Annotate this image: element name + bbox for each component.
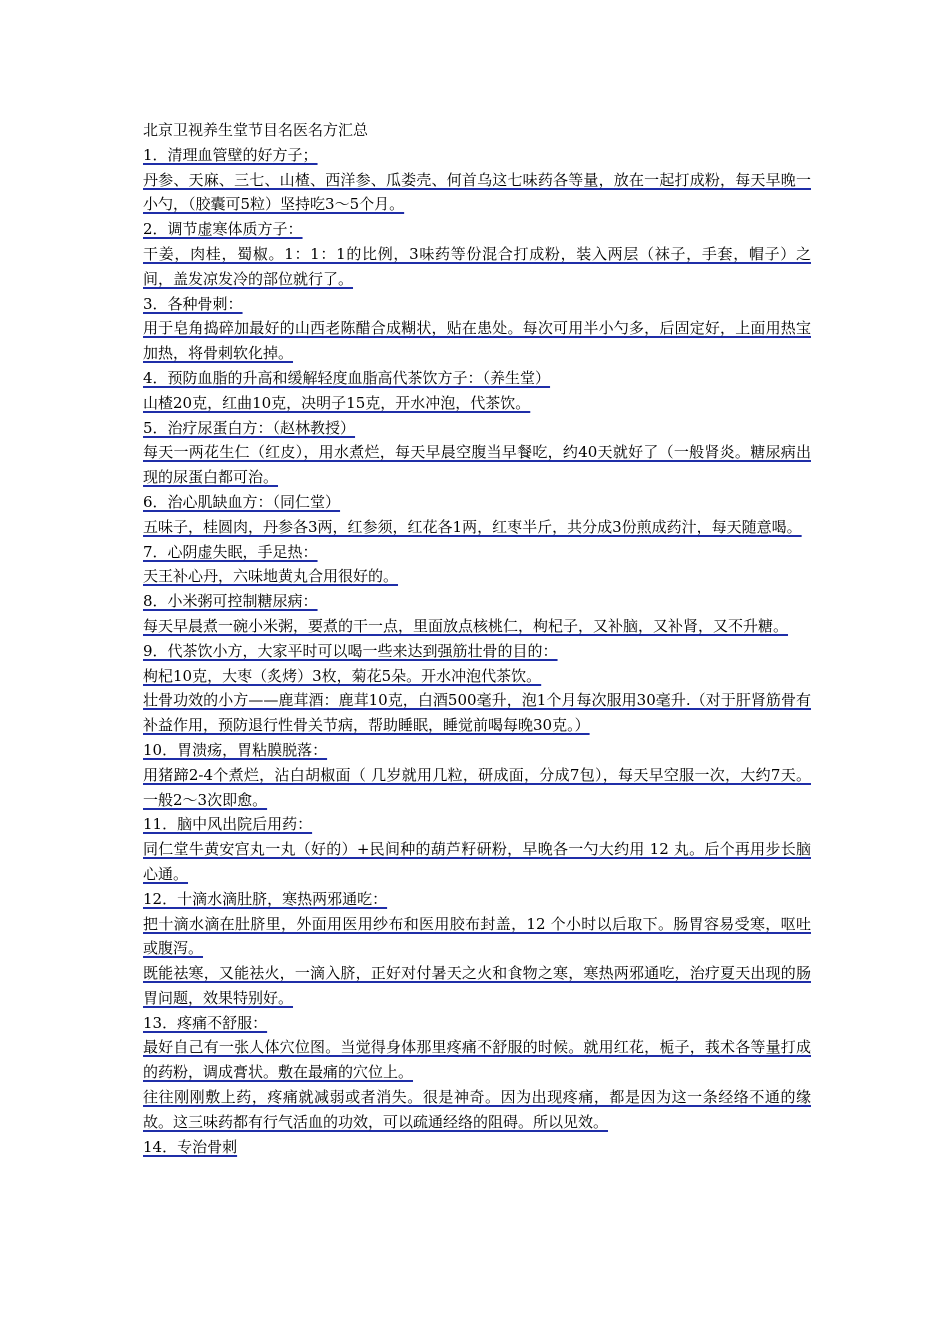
remedy-heading-5 xyxy=(143,416,811,441)
line-text: 4．预防血脂的升高和缓解轻度血脂高代茶饮方子：（养生堂） xyxy=(143,368,551,387)
remedy-body-5 xyxy=(143,440,811,490)
remedy-heading-9 xyxy=(143,639,811,664)
document-page xyxy=(143,118,811,1159)
remedy-heading-10 xyxy=(143,738,811,763)
remedy-heading-4 xyxy=(143,366,811,391)
document-title: 北京卫视养生堂节目名医名方汇总 xyxy=(143,121,369,139)
line-text: 既能祛寒，又能祛火，一滴入脐，正好对付暑天之火和食物之寒，寒热两邪通吃，治疗夏天出现的肠胃问题，效果特别好。 xyxy=(143,964,811,1007)
remedy-heading-2 xyxy=(143,217,811,242)
remedy-body-6 xyxy=(143,515,811,540)
remedy-body-13 xyxy=(143,1035,811,1085)
remedy-heading-14 xyxy=(143,1135,811,1160)
line-text: 壮骨功效的小方——鹿茸酒：鹿茸10克，白酒500毫升，泡1个月每次服用30毫升.（对于肝肾筋骨有补益作用，预防退行性骨关节病，帮助睡眠，睡觉前喝每晚30克。） xyxy=(143,691,811,735)
line-text: 每天一两花生仁（红皮），用水煮烂，每天早晨空腹当早餐吃，约40天就好了（一般肾炎。糖尿病出现的尿蛋白都可治。 xyxy=(143,443,811,487)
remedy-body-8 xyxy=(143,614,811,639)
remedy-heading-8 xyxy=(143,589,811,614)
line-text: 最好自己有一张人体穴位图。当觉得身体那里疼痛不舒服的时候。就用红花，栀子，莪术各等量打成的药粉，调成膏状。敷在最痛的穴位上。 xyxy=(143,1038,811,1082)
line-text: 8．小米粥可控制糖尿病： xyxy=(143,592,318,611)
line-text: 山楂20克，红曲10克，决明子15克，开水冲泡，代茶饮。 xyxy=(143,393,531,412)
remedy-heading-3 xyxy=(143,292,811,317)
remedy-heading-13 xyxy=(143,1011,811,1036)
line-text: 每天早晨煮一碗小米粥，要煮的干一点，里面放点核桃仁，枸杞子，又补脑，又补肾，又不升糖。 xyxy=(143,616,789,635)
line-text: 5．治疗尿蛋白方：（赵林教授） xyxy=(143,418,356,437)
remedy-body-13b xyxy=(143,1085,811,1135)
remedy-body-1 xyxy=(143,168,811,218)
remedy-heading-1 xyxy=(143,143,811,168)
line-text: 1．清理血管壁的好方子； xyxy=(143,145,318,164)
remedy-body-9 xyxy=(143,664,811,689)
line-text: 6．治心肌缺血方：（同仁堂） xyxy=(143,492,341,511)
line-text: 14．专治骨刺 xyxy=(143,1137,238,1156)
line-text: 五味子，桂圆肉，丹参各3两，红参须，红花各1两，红枣半斤，共分成3份煎成药汁，每天随意喝。 xyxy=(143,517,802,536)
line-text: 9．代茶饮小方，大家平时可以喝一些来达到强筋壮骨的目的： xyxy=(143,641,558,660)
line-text: 往往刚刚敷上药，疼痛就减弱或者消失。很是神奇。因为出现疼痛，都是因为这一条经络不通的缘故。这三味药都有行气活血的功效，可以疏通经络的阻碍。所以见效。 xyxy=(143,1088,811,1131)
line-text: 枸杞10克，大枣（炙烤）3枚，菊花5朵。开水冲泡代茶饮。 xyxy=(143,666,542,685)
remedy-heading-11 xyxy=(143,812,811,837)
remedy-body-7 xyxy=(143,564,811,589)
remedy-body-9b xyxy=(143,688,811,738)
line-text: 10．胃溃疡，胃粘膜脱落： xyxy=(143,740,328,759)
line-text: 11．脑中风出院后用药： xyxy=(143,815,313,834)
line-text: 3．各种骨刺： xyxy=(143,294,243,313)
remedy-body-3 xyxy=(143,316,811,366)
remedy-list xyxy=(143,143,811,1160)
line-text: 天王补心丹，六味地黄丸合用很好的。 xyxy=(143,567,399,586)
line-text: 13．疼痛不舒服： xyxy=(143,1013,268,1032)
remedy-body-4 xyxy=(143,391,811,416)
remedy-body-10 xyxy=(143,763,811,813)
remedy-heading-7 xyxy=(143,540,811,565)
remedy-heading-6 xyxy=(143,490,811,515)
line-text: 把十滴水滴在肚脐里，外面用医用纱布和医用胶布封盖，12 个小时以后取下。肠胃容易受寒，呕吐或腹泻。 xyxy=(143,914,811,958)
line-text: 2．调节虚寒体质方子： xyxy=(143,220,303,239)
line-text: 同仁堂牛黄安宫丸一丸（好的）+民间种的葫芦籽研粉，早晚各一勺大约用 12 丸。后个再用步长脑心通。 xyxy=(143,840,811,883)
remedy-body-11 xyxy=(143,837,811,887)
remedy-body-12b xyxy=(143,961,811,1011)
line-text: 用于皂角捣碎加最好的山西老陈醋合成糊状，贴在患处。每次可用半小勺多，后固定好，上面用热宝加热，将骨刺软化掉。 xyxy=(143,319,811,363)
remedy-heading-12 xyxy=(143,887,811,912)
line-text: 丹参、天麻、三七、山楂、西洋参、瓜娄壳、何首乌这七味药各等量，放在一起打成粉，每天早晚一小勺，（胶囊可5粒）坚持吃3～5个月。 xyxy=(143,170,811,214)
remedy-body-2 xyxy=(143,242,811,292)
line-text: 用猪蹄2-4个煮烂，沾白胡椒面（ 几岁就用几粒，研成面，分成7包），每天早空服一次，大约7天。一般2～3次即愈。 xyxy=(143,765,811,809)
line-text: 干姜，肉桂，蜀椒。1：1：1的比例，3味药等份混合打成粉，装入两层（袜子，手套，帽子）之间，盖发凉发冷的部位就行了。 xyxy=(143,244,811,288)
line-text: 12．十滴水滴肚脐，寒热两邪通吃： xyxy=(143,889,388,908)
line-text: 7．心阴虚失眠，手足热： xyxy=(143,542,318,561)
remedy-body-12 xyxy=(143,912,811,962)
